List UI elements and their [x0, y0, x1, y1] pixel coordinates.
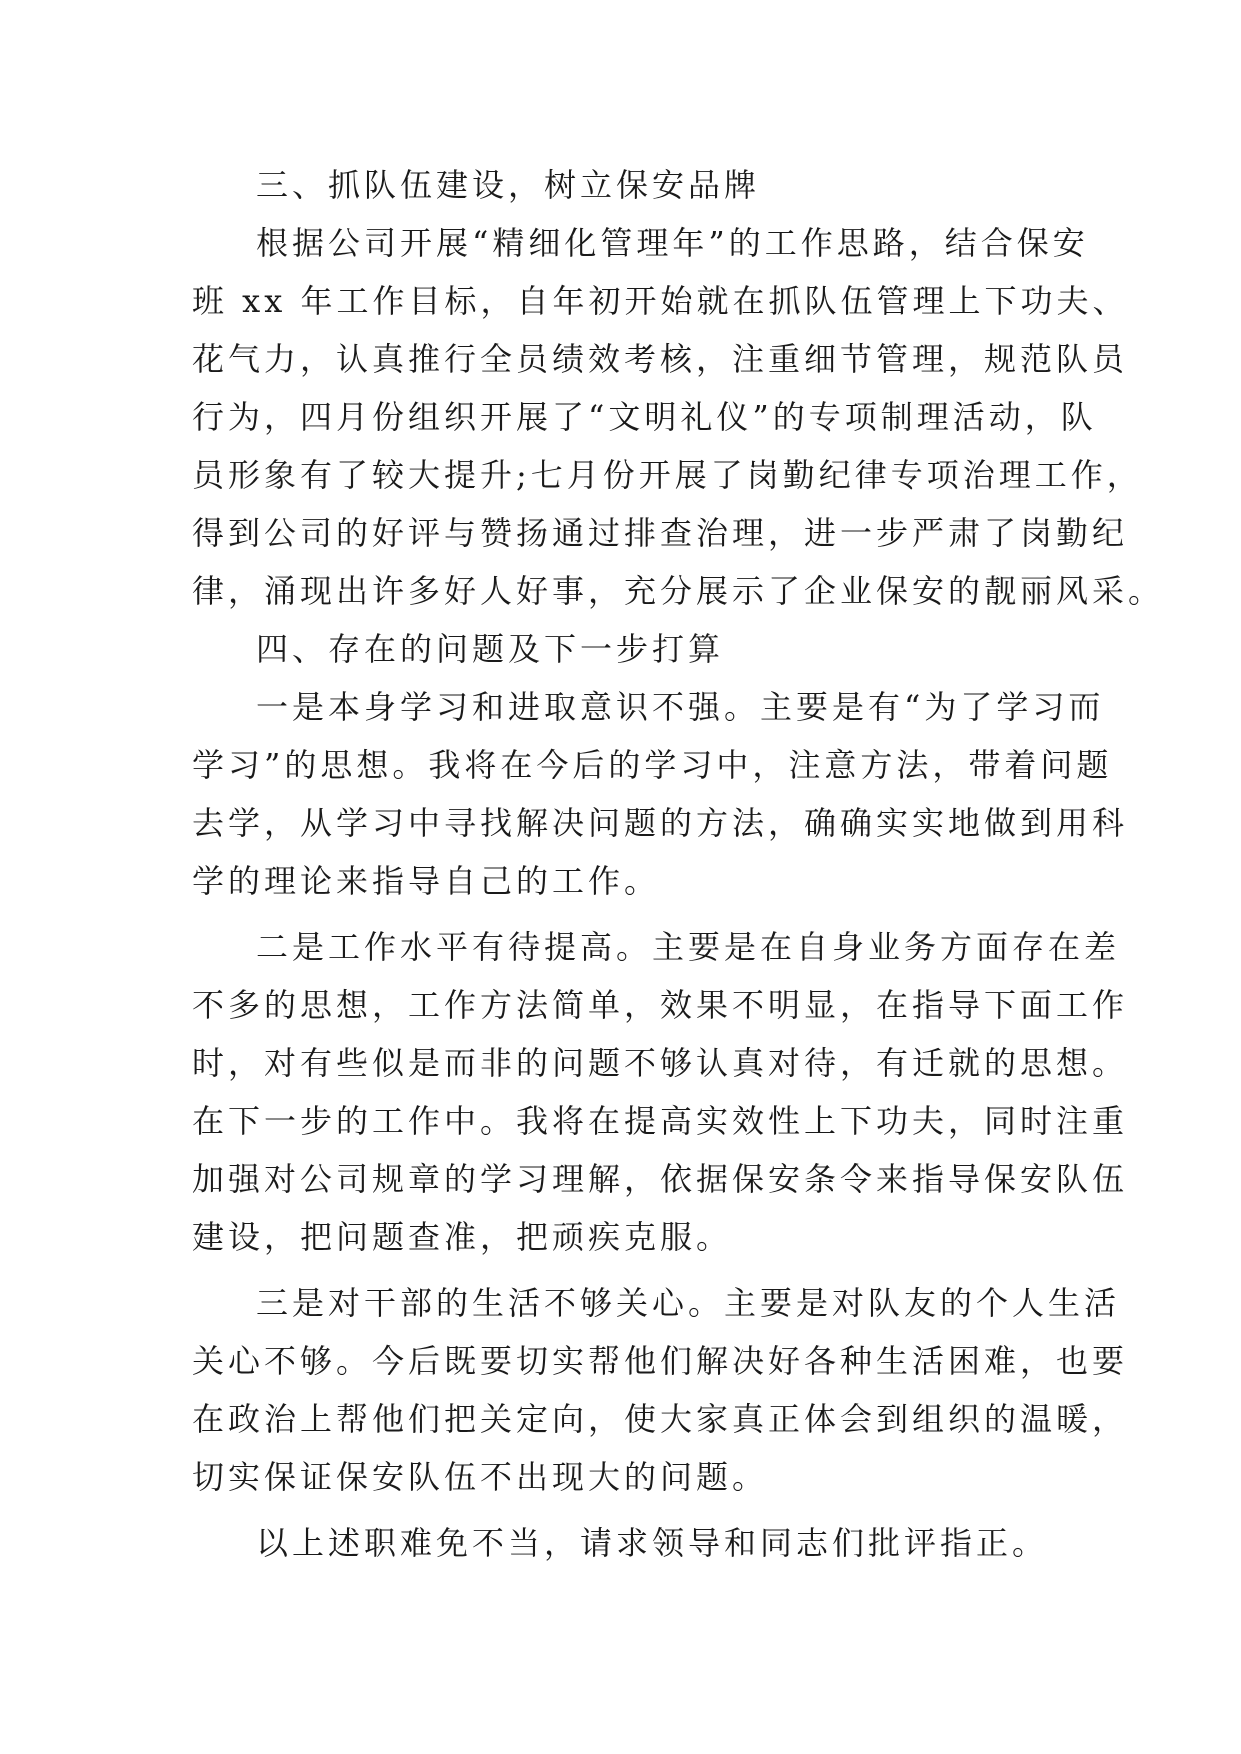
paragraph-spacer	[192, 1266, 1072, 1274]
paragraph-line: 不多的思想，工作方法简单，效果不明显，在指导下面工作	[192, 986, 1129, 1024]
paragraph-spacer	[192, 910, 1072, 918]
paragraph-line: 关心不够。今后既要切实帮他们解决好各种生活困难，也要	[192, 1342, 1129, 1380]
section-heading	[192, 620, 1072, 678]
document-body	[192, 156, 1165, 1572]
paragraph-line: 以上述职难免不当，请求领导和同志们批评指正。	[256, 1524, 1049, 1562]
paragraph-line: 二是工作水平有待提高。主要是在自身业务方面存在差	[256, 928, 1121, 966]
paragraph-line: 学习”的思想。我将在今后的学习中，注意方法，带着问题	[192, 746, 1113, 784]
paragraph	[192, 214, 1165, 620]
paragraph-line: 花气力，认真推行全员绩效考核，注重细节管理，规范队员	[192, 340, 1129, 378]
paragraph-line: 在下一步的工作中。我将在提高实效性上下功夫，同时注重	[192, 1102, 1129, 1140]
heading-line: 三、抓队伍建设，树立保安品牌	[256, 166, 761, 204]
paragraph-line: 建设，把问题查准，把顽疾克服。	[192, 1218, 733, 1256]
closing-paragraph	[192, 1514, 1072, 1572]
paragraph	[192, 678, 1129, 910]
paragraph-line: 加强对公司规章的学习理解，依据保安条令来指导保安队伍	[192, 1160, 1129, 1198]
paragraph-line: 律，涌现出许多好人好事，充分展示了企业保安的靓丽风采。	[192, 572, 1165, 610]
paragraph-line: 班 xx 年工作目标，自年初开始就在抓队伍管理上下功夫、	[192, 282, 1129, 320]
paragraph-line: 去学，从学习中寻找解决问题的方法，确确实实地做到用科	[192, 804, 1129, 842]
paragraph-spacer	[192, 1506, 1072, 1514]
paragraph-line: 学的理论来指导自己的工作。	[192, 862, 661, 900]
paragraph	[192, 1274, 1129, 1506]
paragraph-line: 切实保证保安队伍不出现大的问题。	[192, 1458, 769, 1496]
paragraph-line: 根据公司开展“精细化管理年”的工作思路，结合保安	[256, 224, 1089, 262]
paragraph-line: 行为，四月份组织开展了“文明礼仪”的专项制理活动，队	[192, 398, 1097, 436]
paragraph-line: 时，对有些似是而非的问题不够认真对待，有迁就的思想。	[192, 1044, 1129, 1082]
paragraph-line: 一是本身学习和进取意识不强。主要是有“为了学习而	[256, 688, 1105, 726]
heading-line: 四、存在的问题及下一步打算	[256, 630, 725, 668]
paragraph-line: 在政治上帮他们把关定向，使大家真正体会到组织的温暖，	[192, 1400, 1129, 1438]
paragraph-line: 员形象有了较大提升;七月份开展了岗勤纪律专项治理工作，	[192, 456, 1143, 494]
paragraph-line: 三是对干部的生活不够关心。主要是对队友的个人生活	[256, 1284, 1121, 1322]
paragraph-line: 得到公司的好评与赞扬通过排查治理，进一步严肃了岗勤纪	[192, 514, 1129, 552]
section-heading	[192, 156, 1072, 214]
paragraph	[192, 918, 1129, 1266]
